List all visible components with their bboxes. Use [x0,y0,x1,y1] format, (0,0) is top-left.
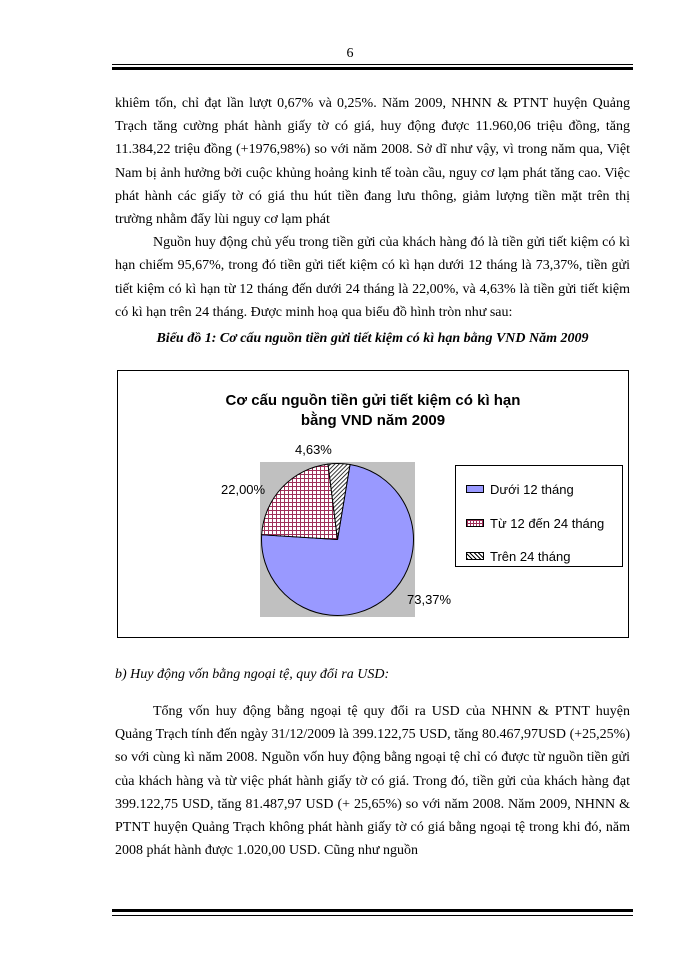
legend-swatch [466,519,484,527]
legend-item [466,480,574,498]
legend-item [466,547,570,565]
legend-item [466,514,604,532]
pie-chart [117,370,629,638]
page-number: 6 [346,46,354,61]
footer-rule [112,909,633,916]
pie-svg [260,462,415,617]
paragraph-3: Tổng vốn huy động bằng ngoại tệ quy đổi ra USD của NHNN & PTNT huyện Quảng Trạch tính đến ngày 31/12/2009 là 399.122,75 USD, tăng 80.467,97USD (+25,25%) so với cùng kì năm 2008. Nguồn vốn huy động bằng ngoại tệ chỉ có được từ nguồn tiền gửi của khách hàng và từ việc phát hành giấy tờ có giá. Trong đó, tiền gửi của khách hàng đạt 399.122,75 USD, tăng 81.487,97 USD (+ 25,65%) so với năm 2008. Năm 2009, NHNN & PTNT huyện Quảng Trạch không phát hành giấy tờ có giá bằng ngoại tệ trong khi đó, năm 2008 phát hành được 1.020,00 USD. Cũng như nguồn [115,704,630,859]
legend-swatch [466,485,484,493]
chart-caption: Biểu đồ 1: Cơ cấu nguồn tiền gửi tiết kiệm có kì hạn bằng VND Năm 2009 [156,331,589,346]
body-text-top [115,92,630,324]
pie-data-label-3: 4,63% [295,442,332,457]
chart-title [118,391,628,431]
chart-title-line-1: Cơ cấu nguồn tiền gửi tiết kiệm có kì hạn [225,392,521,409]
chart-title-line-2: bằng VND năm 2009 [300,412,446,429]
legend-label: Dưới 12 tháng [490,481,574,497]
legend-label: Trên 24 tháng [490,548,571,564]
pie-data-label-2: 22,00% [221,482,266,497]
legend-swatch [466,552,484,560]
pie-data-label-1: 73,37% [407,592,452,607]
plot-area [260,462,415,617]
legend-label: Từ 12 đến 24 tháng [490,515,605,531]
paragraph-2: Nguồn huy động chủ yếu trong tiền gửi của khách hàng đó là tiền gửi tiết kiệm có kì hạn chiếm 95,67%, trong đó tiền gửi tiết kiệm có kì hạn dưới 12 tháng là 73,37%, tiền gửi tiết kiệm có kì hạn từ 12 tháng đến dưới 24 tháng là 22,00%, và 4,63% là tiền gửi tiết kiệm có kì hạn trên 24 tháng. Được minh hoạ qua biểu đồ hình tròn như sau: [115,235,630,320]
paragraph-1: khiêm tốn, chỉ đạt lần lượt 0,67% và 0,25%. Năm 2009, NHNN & PTNT huyện Quảng Trạch tăng cường phát hành giấy tờ có giá, huy động được 11.960,06 triệu đồng, tăng 11.384,22 triệu đồng (+1976,98%) so với năm 2008. Sở dĩ như vậy, vì trong năm qua, Việt Nam bị ảnh hưởng bởi cuộc khủng hoảng kinh tế toàn cầu, nguy cơ lạm phát tăng cao. Việc phát hành các giấy tờ có giá thu hút tiền đang lưu thông, giảm lượng tiền mặt trên thị trường nhằm đẩy lùi nguy cơ lạm phát [115,96,630,228]
chart-legend [455,465,623,567]
body-text-bottom [115,700,630,862]
pie-slice-2 [262,464,338,539]
section-heading: b) Huy động vốn bằng ngoại tệ, quy đổi ra USD: [115,667,390,682]
header-rule [112,64,633,70]
